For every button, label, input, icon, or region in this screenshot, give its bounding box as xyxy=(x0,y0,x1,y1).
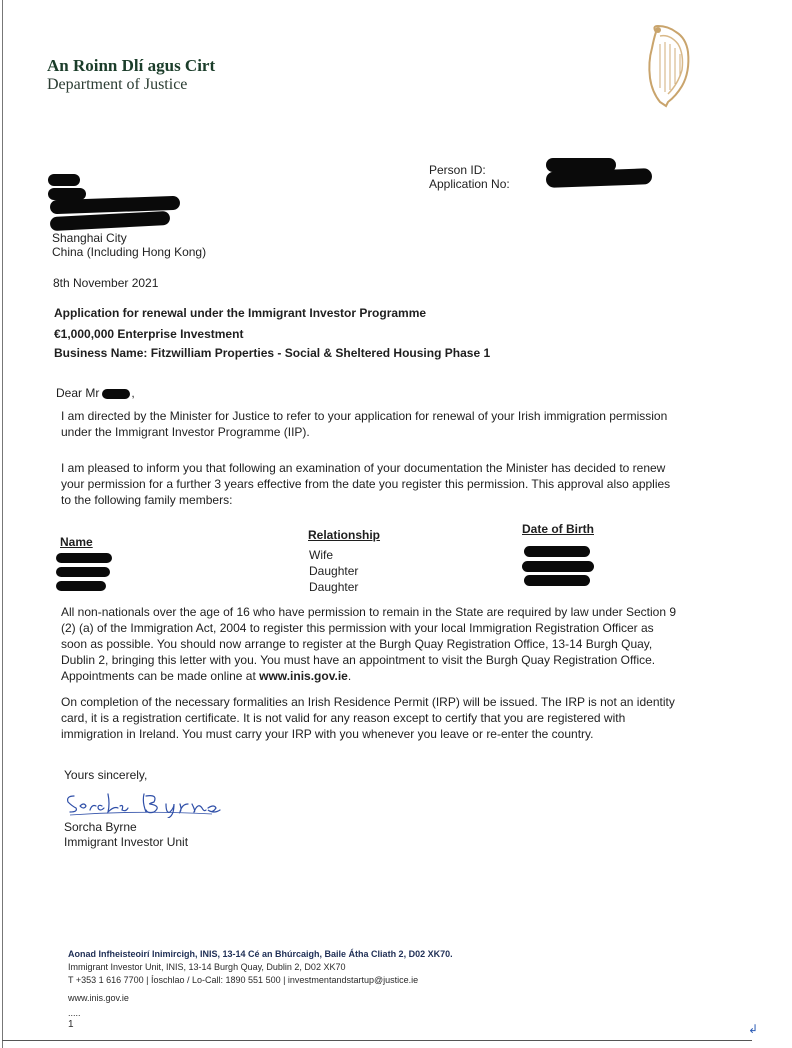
p4-line-1: On completion of the necessary formalities an Irish Residence Permit (IRP) will be issued. The IRP is not an identity xyxy=(61,695,675,709)
department-name-irish: An Roinn Dlí agus Cirt xyxy=(47,56,216,75)
signatory-unit: Immigrant Investor Unit xyxy=(64,835,189,849)
p3-line-5-prefix: Appointments can be made online at xyxy=(61,669,260,683)
paragraph-2 xyxy=(61,460,721,508)
p2-line-2: your permission for a further 3 years effective from the date you register this permission. This approval also applies xyxy=(61,477,671,491)
p3-line-3: soon as possible. You should now arrange to register at the Burgh Quay Registration Office, 13-14 Burgh Quay, xyxy=(61,637,653,651)
p1-line-1: I am directed by the Minister for Justice to refer to your application for renewal of your Irish immigration permission xyxy=(61,409,668,423)
p4-line-2: card, it is a registration certificate. It is not valid for any reason except to certify that you are registered with xyxy=(61,711,626,725)
paragraph-1 xyxy=(61,408,721,440)
address-country: China (Including Hong Kong) xyxy=(52,245,207,259)
salutation-punct: , xyxy=(131,386,135,400)
harp-icon xyxy=(638,22,696,110)
inis-website-link[interactable]: www.inis.gov.ie xyxy=(259,669,348,683)
subject-line-3: Business Name: Fitzwilliam Properties - Social & Sheltered Housing Phase 1 xyxy=(54,346,491,360)
redaction-dob-3 xyxy=(524,575,590,586)
redaction-name-3 xyxy=(56,581,106,591)
subject-line-2: €1,000,000 Enterprise Investment xyxy=(54,327,244,341)
footer-dots: ..... xyxy=(68,1008,81,1018)
p3-line-2: (2) (a) of the Immigration Act, 2004 to register this permission with your local Immigration Registration Officer as xyxy=(61,621,654,635)
footer-address-english: Immigrant Investor Unit, INIS, 13-14 Burgh Quay, Dublin 2, D02 XK70 xyxy=(68,962,346,972)
page-bottom-border xyxy=(2,1040,752,1041)
redaction-surname xyxy=(102,389,130,399)
footer-website[interactable]: www.inis.gov.ie xyxy=(68,993,129,1003)
column-header-dob: Date of Birth xyxy=(522,522,594,536)
redaction-dob-1 xyxy=(524,546,590,557)
person-id-label: Person ID: xyxy=(429,163,486,177)
p1-line-2: under the Immigrant Investor Programme (IIP). xyxy=(61,425,310,439)
page-number: 1 xyxy=(68,1019,74,1030)
p4-line-3: immigration in Ireland. You must carry your IRP with you whenever you leave or re-enter the country. xyxy=(61,727,594,741)
paragraph-3 xyxy=(61,604,721,684)
page-left-border xyxy=(2,0,3,1048)
family-relationship-row-3: Daughter xyxy=(309,580,359,594)
paragraph-4 xyxy=(61,694,721,742)
redaction-dob-2 xyxy=(522,561,594,572)
redaction-application-no xyxy=(546,168,652,188)
p3-line-1: All non-nationals over the age of 16 who have permission to remain in the State are required by law under Section 9 xyxy=(61,605,677,619)
salutation-text: Dear Mr xyxy=(56,386,100,400)
p2-line-1: I am pleased to inform you that following an examination of your documentation the Minister has decided to renew xyxy=(61,461,666,475)
address-city: Shanghai City xyxy=(52,231,127,245)
family-relationship-row-2: Daughter xyxy=(309,564,359,578)
p2-line-3: to the following family members: xyxy=(61,493,233,507)
redaction-address-line1 xyxy=(48,174,80,186)
family-relationship-row-1: Wife xyxy=(309,548,333,562)
column-header-name: Name xyxy=(60,535,93,549)
redaction-name-1 xyxy=(56,553,112,563)
letter-date: 8th November 2021 xyxy=(53,276,159,290)
paragraph-mark-icon: ↲ xyxy=(748,1022,759,1036)
footer-contact: T +353 1 616 7700 | Íoschlao / Lo-Call: 1890 551 500 | investmentandstartup@justice.ie xyxy=(68,975,419,985)
handwritten-signature xyxy=(62,788,222,818)
p3-line-5 xyxy=(61,668,721,684)
sign-off: Yours sincerely, xyxy=(64,768,148,782)
subject-line-1: Application for renewal under the Immigrant Investor Programme xyxy=(54,306,427,320)
p3-line-4: Dublin 2, bringing this letter with you. You must have an appointment to visit the Burgh Quay Registration Office. xyxy=(61,653,656,667)
department-name-english: Department of Justice xyxy=(47,76,188,93)
footer-address-irish: Aonad Infheisteoirí Inimircigh, INIS, 13-14 Cé an Bhúrcaigh, Baile Átha Cliath 2, D02 XK70. xyxy=(68,949,453,959)
signatory-name: Sorcha Byrne xyxy=(64,820,137,834)
column-header-relationship: Relationship xyxy=(308,528,381,542)
salutation xyxy=(56,386,135,400)
redaction-name-2 xyxy=(56,567,110,577)
p3-line-5-suffix: . xyxy=(347,669,352,683)
redaction-address-line4 xyxy=(50,211,171,231)
application-no-label: Application No: xyxy=(429,177,510,191)
